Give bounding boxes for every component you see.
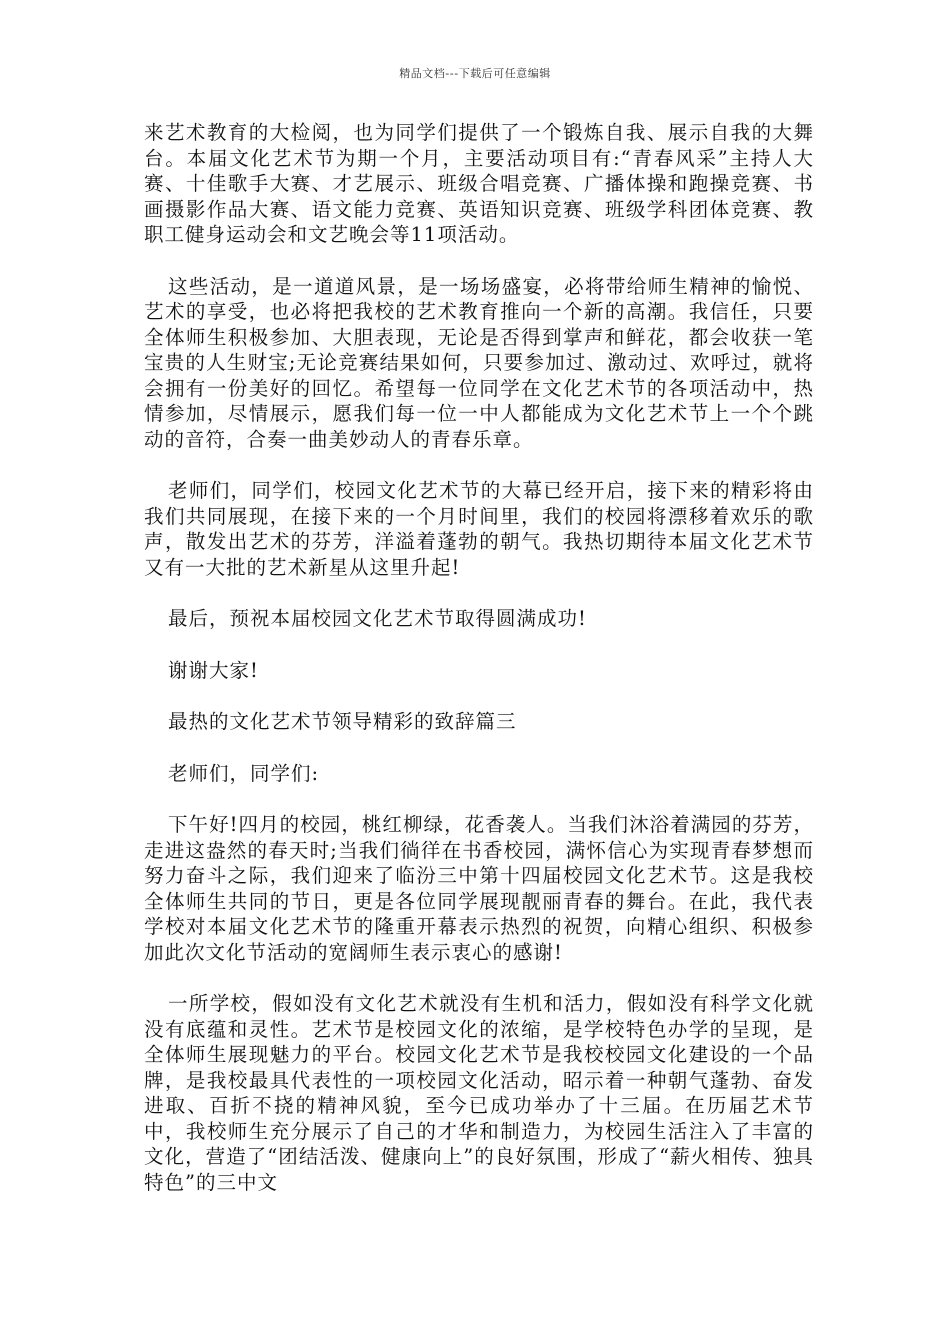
section-heading: 最热的文化艺术节领导精彩的致辞篇三 [168,710,517,733]
page-header-watermark: 精品文档---下载后可任意编辑 [399,67,551,80]
paragraph-salutation: 老师们，同学们: [168,761,320,785]
document-body [144,120,814,1221]
paragraph-continuation: 来艺术教育的大检阅，也为同学们提供了一个锻炼自我、展示自我的大舞台。本届文化艺术节为期一个月，主要活动项目有:“青春风采”主持人大赛、十佳歌手大赛、才艺展示、班级合唱竞赛、广播体操和跑操竞赛、书画摄影作品大赛、语文能力竞赛、英语知识竞赛、班级学科团体竞赛、教职工健身运动会和文艺晚会等11项活动。 [144,121,814,246]
paragraph-school-culture: 一所学校，假如没有文化艺术就没有生机和活力，假如没有科学文化就没有底蕴和灵性。艺术节是校园文化的浓缩，是学校特色办学的呈现，是全体师生展现魅力的平台。校园文化艺术节是我校校园文化建设的一个品牌，是我校最具代表性的一项校园文化活动，昭示着一种朝气蓬勃、奋发进取、百折不挠的精神风貌，至今已成功举办了十三届。在历届艺术节中，我校师生充分展示了自己的才华和制造力，为校园生活注入了丰富的文化，营造了“团结活泼、健康向上”的良好氛围，形成了“薪火相传、独具特色”的三中文 [144,992,814,1194]
paragraph-wishes: 最后，预祝本届校园文化艺术节取得圆满成功! [168,607,587,630]
paragraph-thanks: 谢谢大家! [168,658,259,682]
paragraph-activities: 这些活动，是一道道风景，是一场场盛宴，必将带给师生精神的愉悦、艺术的享受，也必将把我校的艺术教育推向一个新的高潮。我信任，只要全体师生积极参加、大胆表现，无论是否得到掌声和鲜花，都会收获一笔宝贵的人生财宝;无论竞赛结果如何，只要参加过、激动过、欢呼过，就将会拥有一份美好的回忆。希望每一位同学在文化艺术节的各项活动中，热情参加，尽情展示，愿我们每一位一中人都能成为文化艺术节上一个个跳动的音符，合奏一曲美妙动人的青春乐章。 [144,274,814,451]
paragraph-greeting: 下午好!四月的校园，桃红柳绿，花香袭人。当我们沐浴着满园的芬芳，走进这盎然的春天时;当我们徜徉在书香校园，满怀信心为实现青春梦想而努力奋斗之际，我们迎来了临汾三中第十四届校园文化艺术节。这是我校全体师生共同的节日，更是各位同学展现靓丽青春的舞台。在此，我代表学校对本届文化艺术节的隆重开幕表示热烈的祝贺，向精心组织、积极参加此次文化节活动的宽阔师生表示衷心的感谢! [144,813,814,964]
paragraph-opening: 老师们，同学们，校园文化艺术节的大幕已经开启，接下来的精彩将由我们共同展现，在接下来的一个月时间里，我们的校园将漂移着欢乐的歌声，散发出艺术的芬芳，洋溢着蓬勃的朝气。我热切期待本届文化艺术节又有一大批的艺术新星从这里升起! [144,479,814,579]
